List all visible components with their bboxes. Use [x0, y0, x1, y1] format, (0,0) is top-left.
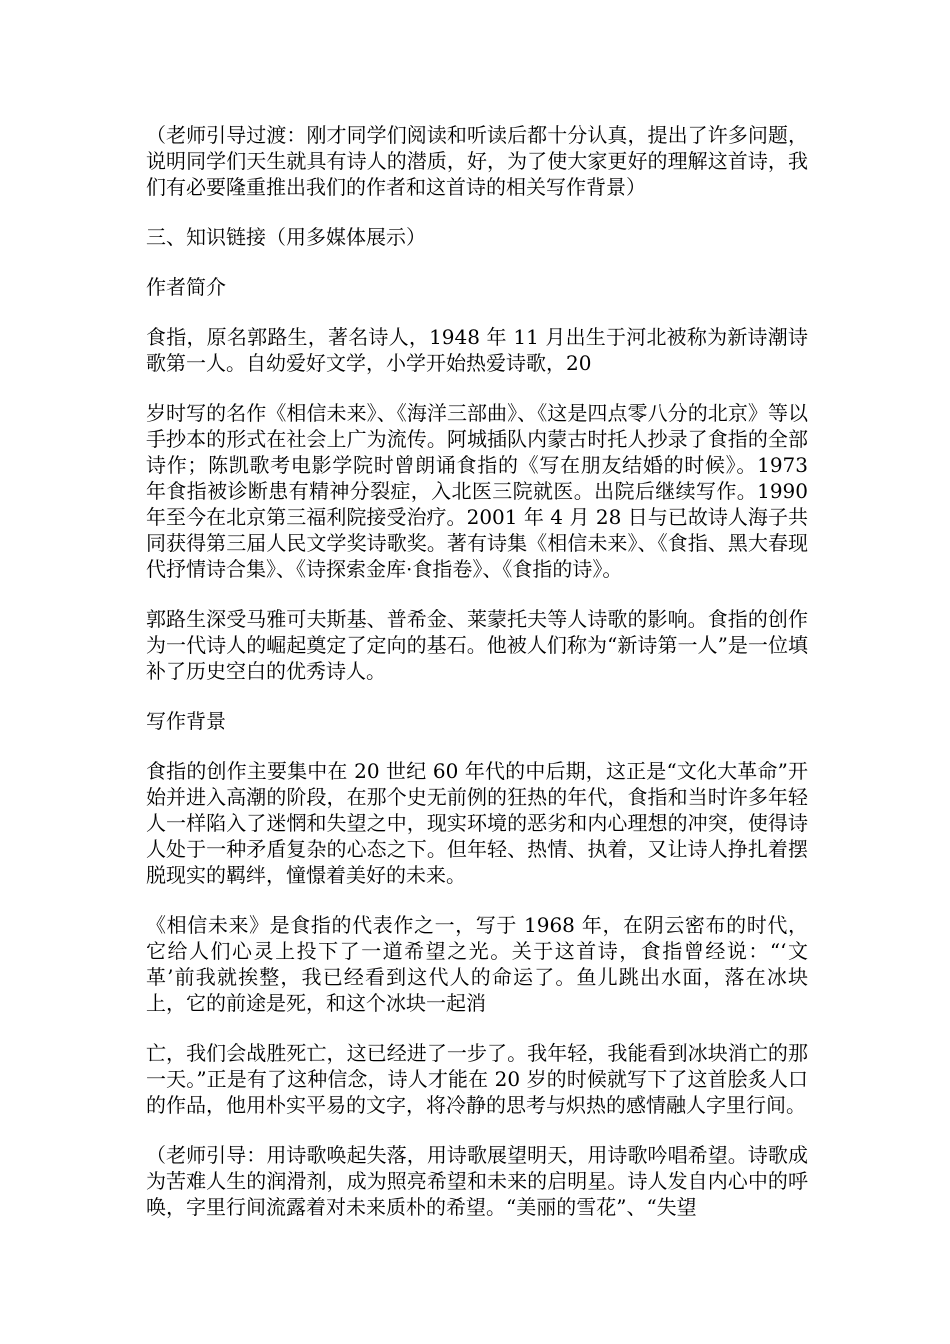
- teacher-transition-paragraph: （老师引导过渡：刚才同学们阅读和听读后都十分认真，提出了许多问题，说明同学们天生就具有诗人的潜质，好，为了使大家更好的理解这首诗，我们有必要隆重推出我们的作者和这首诗的相关写作背景）: [146, 123, 808, 199]
- author-intro-paragraph-1: 食指，原名郭路生，著名诗人，1948 年 11 月出生于河北被称为新诗潮诗歌第一人。自幼爱好文学，小学开始热爱诗歌，20: [146, 325, 808, 375]
- subheading-writing-background: 写作背景: [146, 709, 226, 733]
- author-influence-paragraph: 郭路生深受马雅可夫斯基、普希金、莱蒙托夫等人诗歌的影响。食指的创作为一代诗人的崛起奠定了定向的基石。他被人们称为“新诗第一人”是一位填补了历史空白的优秀诗人。: [146, 607, 808, 683]
- background-paragraph-2: 《相信未来》是食指的代表作之一，写于 1968 年，在阴云密布的时代，它给人们心灵上投下了一道希望之光。关于这首诗，食指曾经说：“‘文革’前我就挨整，我已经看到这代人的命运了。鱼儿跳出水面，落在冰块上，它的前途是死，和这个冰块一起消: [146, 913, 808, 1015]
- document-body: [146, 122, 808, 1220]
- author-intro-paragraph-2: 岁时写的名作《相信未来》、《海洋三部曲》、《这是四点零八分的北京》等以手抄本的形式在社会上广为流传。阿城插队内蒙古时托人抄录了食指的全部诗作；陈凯歌考电影学院时曾朗诵食指的《写在朋友结婚的时候》。1973 年食指被诊断患有精神分裂症，入北医三院就医。出院后继续写作。1990 年至今在北京第三福利院接受治疗。2001 年 4 月 28 日与已故诗人海子共同获得第三届人民文学奖诗歌奖。著有诗集《相信未来》、《食指、黑大春现代抒情诗合集》、《诗探索金库·食指卷》、《食指的诗》。: [146, 401, 808, 581]
- subheading-author-intro: 作者简介: [146, 275, 226, 299]
- background-paragraph-1: 食指的创作主要集中在 20 世纪 60 年代的中后期，这正是“文化大革命”开始并进入高潮的阶段，在那个史无前例的狂热的年代，食指和当时许多年轻人一样陷入了迷惘和失望之中，现实环境的恶劣和内心理想的冲突，使得诗人处于一种矛盾复杂的心态之下。但年轻、热情、执着，又让诗人挣扎着摆脱现实的羁绊，憧憬着美好的未来。: [146, 759, 808, 887]
- teacher-guidance-paragraph: （老师引导：用诗歌唤起失落，用诗歌展望明天，用诗歌吟唱希望。诗歌成为苦难人生的润滑剂，成为照亮希望和未来的启明星。诗人发自内心中的呼唤，字里行间流露着对未来质朴的希望。“美丽的雪花”、“失望: [146, 1143, 808, 1219]
- section-heading-knowledge-link: 三、知识链接（用多媒体展示）: [146, 225, 426, 249]
- background-paragraph-3: 亡，我们会战胜死亡，这已经进了一步了。我年轻，我能看到冰块消亡的那一天。”正是有了这种信念，诗人才能在 20 岁的时候就写下了这首脍炙人口的作品，他用朴实平易的文字，将冷静的思考与炽热的感情融人字里行间。: [146, 1041, 808, 1117]
